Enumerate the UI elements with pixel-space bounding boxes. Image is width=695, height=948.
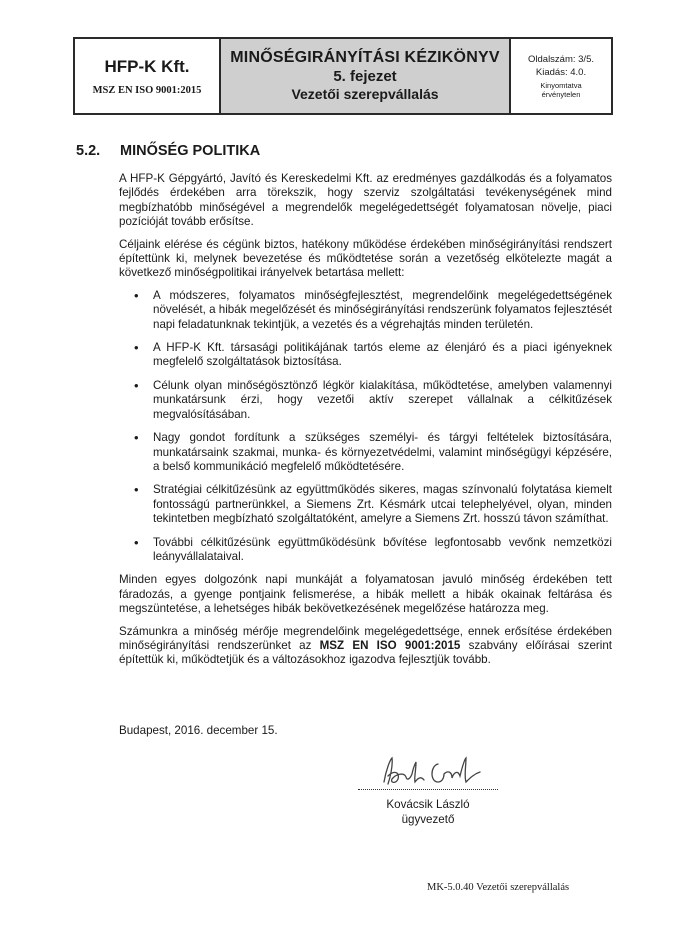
print-note-line-1: Kinyomtatva [540, 81, 582, 91]
handwritten-signature [378, 752, 518, 792]
company-name: HFP-K Kft. [104, 56, 190, 76]
document-header [73, 37, 613, 115]
document-body [119, 172, 612, 676]
header-meta-cell [511, 39, 611, 113]
list-item: • A módszeres, folyamatos minőségfejlesztést, megrendelőink megelégedettségének növelését, a hibák megelőzését és minőségirányítási rendszerünk folyamatos fejlesztését napi feladatunknak tekintjük, a vezetés és a végrehajtás minden területén. [153, 289, 612, 332]
signer-name: Kovácsik László [386, 798, 470, 811]
print-note [540, 82, 581, 99]
standard-label: MSZ EN ISO 9001:2015 [92, 84, 202, 96]
section-heading [76, 143, 260, 159]
paragraph-text: szabvány előírásai szerint építettük ki, működtetjük és a változásokhoz igazodva fejlesztjük tovább. [119, 638, 612, 667]
chapter-subtitle: Vezetői szerepvállalás [291, 86, 439, 103]
paragraph-text: Számunkra a minőség mérője megrendelőink megelégedettsége, ennek erősítése érdekében minőségirányítási rendszerünket az [119, 624, 612, 652]
document-footer: MK-5.0.40 Vezetői szerepvállalás [427, 882, 570, 893]
manual-title: MINŐSÉGIRÁNYÍTÁSI KÉZIKÖNYV [230, 49, 500, 67]
paragraph: Céljaink elérése és cégünk biztos, hatékony működése érdekében minőségirányítási rendszert építettünk ki, melynek bevezetése és működtetése során a vezetőség elkötelezte magát a következő minőségpolitikai irányelvek betartása mellett: [119, 237, 612, 280]
chapter-label: 5. fejezet [333, 68, 397, 86]
list-item: • Célunk olyan minőségösztönző légkör kialakítása, működtetése, amelyben valamennyi munkatársunk érzi, hogy vezetői aktív szerepet vállalnak a célkitűzések megvalósításában. [153, 379, 612, 422]
list-item: • A HFP-K Kft. társasági politikájának tartós eleme az élenjáró és a piaci igényeknek megfelelő szolgáltatások biztosítása. [153, 341, 612, 370]
signer-block [358, 797, 498, 827]
header-company-cell [75, 39, 221, 113]
list-item: • Nagy gondot fordítunk a szükséges személyi- és tárgyi feltételek biztosítására, munkatársaink szakmai, munka- és környezetvédelmi, valamint minőségügyi képzésére, a belső kommunikáció megfelelő működtetésére. [153, 431, 612, 474]
list-item: • Stratégiai célkitűzésünk az együttműködés sikeres, magas színvonalú folytatása kiemelt fontosságú partnerünkkel, a Siemens Zrt. Késmárk utcai telephelyével, olyan, minden tekintetben megbízható szolgáltatóként, amelyre a Siemens Zrt. hosszú távon számíthat. [153, 483, 612, 526]
paragraph: Minden egyes dolgozónk napi munkáját a folyamatosan javuló minőség érdekében tett fáradozás, a gyenge pontjaink felismerése, a hibák mellett a hibák okainak feltárása és megszüntetése, a lehetséges hibák bekövetkezésének megelőzése határozza meg. [119, 573, 612, 616]
edition-label: Kiadás: 4.0. [535, 67, 587, 79]
signature-line [358, 789, 498, 790]
section-number: 5.2. [76, 143, 101, 159]
place-date: Budapest, 2016. december 15. [119, 724, 278, 737]
standard-reference: MSZ EN ISO 9001:2015 [319, 638, 461, 652]
paragraph: A HFP-K Gépgyártó, Javító és Kereskedelmi Kft. az eredményes gazdálkodás és a folyamatos fejlődés érdekében arra törekszik, hogy szerviz szolgáltatási tevékenységének mind megbízhatóbb minőségével a megrendelők megelégedettségét folyamatosan növelje, piaci pozícióját tovább erősítse. [119, 172, 612, 229]
policy-list [119, 289, 612, 565]
print-note-line-2: érvénytelen [541, 89, 581, 99]
list-item: • További célkitűzésünk együttműködésünk bővítése legfontosabb vevőnk nemzetközi leányvállalataival. [153, 536, 612, 565]
section-title: MINŐSÉG POLITIKA [120, 143, 261, 159]
page-number: Oldalszám: 3/5. [528, 53, 594, 65]
signer-role: ügyvezető [401, 813, 455, 826]
paragraph [119, 625, 612, 668]
header-title-cell [221, 39, 511, 113]
